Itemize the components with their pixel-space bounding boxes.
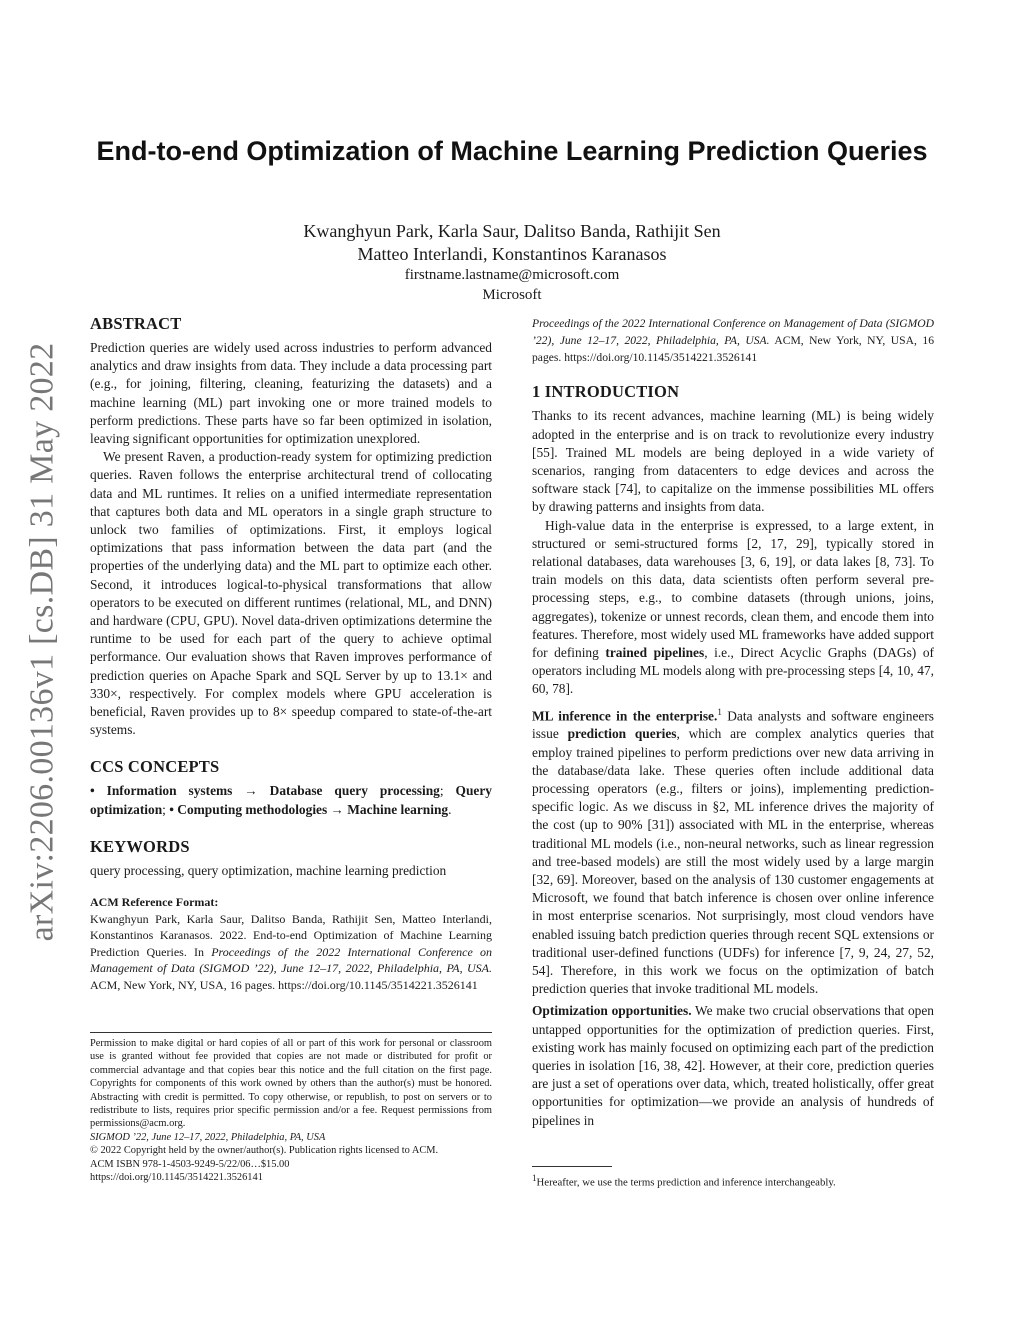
intro-p4-text: We make two crucial observations that open untapped opportunities for the optimization of prediction queries. First, existing work has mainly focused on optimizing each part of the prediction queries in isolation [16, 38, 42]. However, at their core, prediction queries are just a set of operations over data, which, treated holistically, offer great opportunities for optimization—we provide an analysis of hundreds of pipelines in <box>532 1003 934 1128</box>
ccs-concepts <box>90 782 492 818</box>
acm-reference-plain: Kwanghyun Park, Karla Saur, Dalitso Banda, Rathijit Sen, Matteo Interlandi, Konstantinos Karanasos. 2022. End-to-end Optimization of Machine Learning Prediction Queries. In <box>90 912 492 959</box>
ccs-bullet-2: • Computing methodologies <box>169 801 328 817</box>
intro-p2-b: , i.e., Direct Acyclic Graphs (DAGs) of operators including ML models along with pre-processing steps [4, 10, 47, 60, 78]. <box>532 645 934 697</box>
author-block <box>90 220 934 266</box>
intro-p3-a: Data analysts and software engineers issue <box>532 708 934 742</box>
intro-p2-bold: trained pipelines <box>605 645 705 661</box>
acm-reference-label: ACM Reference Format: <box>90 895 219 910</box>
ccs-sep-2: ; <box>162 801 170 817</box>
reference-continuation-italic: Proceedings of the 2022 International Conference on Management of Data (SIGMOD ’22), June 12–17, 2022, Philadelphia, PA, USA. <box>532 317 934 347</box>
permission-venue-text: SIGMOD ’22, June 12–17, 2022, Philadelphia, PA, USA <box>90 1131 326 1143</box>
intro-p3-b: , which are complex analytics queries that employ trained pipelines to perform predictions over new data arriving in the database/data lake. These queries often include additional data processing operators (e.g., filters or joins), implementing prediction-specific logic. As we discuss in §2, ML inference drives the majority of the cost (up to 90% [31]) associated with ML in the enterprise, whereas traditional ML models (i.e., non-neural networks, such as linear regression and tree-based models) are still the most widely used by a large margin [32, 69]. Moreover, based on the analysis of 130 customer engagements at Microsoft, we found that batch inference is chosen over online inference in most enterprise scenarios. Not surprisingly, most cloud vendors have enabled issuing batch prediction queries through recent SQL extensions or traditional user-defined functions (UDFs) for inference [7, 9, 24, 27, 52, 54]. Therefore, in this work we focus on the optimization of batch prediction queries that invoke traditional ML models. <box>532 726 934 997</box>
ccs-end: . <box>448 801 452 817</box>
acm-reference-tail: ACM, New York, NY, USA, 16 pages. https://doi.org/10.1145/3514221.3526141 <box>90 977 478 992</box>
abstract-paragraph-2: We present Raven, a production-ready system for optimizing prediction queries. Raven follows the enterprise architectural trend of collocating data and ML runtimes. It relies on a unified intermediate representation that captures both data and ML operators in a single graph structure to unlock two families of optimizations. First, it employs logical optimizations that pass information between the data part (and the properties of the underlying data) and the ML part to optimize each other. Second, it introduces logical-to-physical transformations that allow operators to be executed on different runtimes (relational, ML, and DNN) and hardware (CPU, GPU). Novel data-driven optimizations determine the runtime to be used for each part of the query to achieve optimal performance. Our evaluation shows that Raven improves performance of prediction queries on Apache Spark and SQL Server by up to 13.1× and 330×, respectively. For complex models where GPU acceleration is beneficial, Raven provides up to 8× speedup compared to state-of-the-art systems. <box>90 449 492 738</box>
left-column <box>90 314 492 993</box>
intro-p3-lead: ML inference in the enterprise. <box>532 708 718 724</box>
footnote-marker: 1 <box>717 706 722 717</box>
ccs-sep-1: ; <box>439 783 456 799</box>
authors-line-2: Matteo Interlandi, Konstantinos Karanasos <box>357 244 667 264</box>
intro-paragraph-4 <box>532 1002 934 1129</box>
ccs-item-1: Database query processing <box>269 783 440 799</box>
permission-block <box>90 1032 492 1184</box>
author-email: firstname.lastname@microsoft.com <box>404 267 620 283</box>
author-affiliation: Microsoft <box>482 287 542 303</box>
footnote-rule <box>532 1166 612 1167</box>
ccs-arrow-2: → <box>327 801 348 817</box>
keywords-heading: KEYWORDS <box>90 836 190 856</box>
footnote-area <box>532 1166 934 1190</box>
footnote-text <box>532 1171 934 1190</box>
footnote-body: Hereafter, we use the terms prediction and inference interchangeably. <box>536 1176 836 1189</box>
intro-p4-lead: Optimization opportunities. <box>532 1003 692 1019</box>
permission-doi: https://doi.org/10.1145/3514221.3526141 <box>90 1172 263 1184</box>
permission-venue <box>90 1131 492 1144</box>
acm-reference-text <box>90 911 492 993</box>
permission-text: Permission to make digital or hard copies of all or part of this work for personal or classroom use is granted without fee provided that copies are not made or distributed for profit or commercial advantage and that copies bear this notice and the full citation on the first page. Copyrights for components of this work owned by others than the author(s) must be honored. Abstracting with credit is permitted. To copy otherwise, or republish, to post on servers or to redistribute to lists, requires prior specific permission and/or a fee. Request permissions from permissions@acm.org. <box>90 1038 492 1130</box>
footnote-mark: 1 <box>532 1173 537 1183</box>
permission-isbn: ACM ISBN 978-1-4503-9249-5/22/06…$15.00 <box>90 1158 290 1170</box>
ccs-heading: CCS CONCEPTS <box>90 757 220 777</box>
ccs-item-3: Machine learning <box>347 801 449 817</box>
intro-paragraph-3 <box>532 703 934 999</box>
introduction-heading: 1 INTRODUCTION <box>532 382 680 402</box>
arxiv-stamp-container <box>14 342 70 942</box>
intro-p2-a: High-value data in the enterprise is expressed, to a large extent, in structured or semi-structured forms [2, 17, 29], typically stored in relational databases, data warehouses [3, 6, 19], or data lakes [8, 73]. To train models on this data, data scientists often perform several pre-processing steps, e.g., to combine datasets (through unions, joins, aggregates), tokenize or unnest records, clean them, and encode them into features. Therefore, most widely used ML frameworks have added support for defining <box>532 517 934 661</box>
ccs-item-2: Query optimization <box>90 783 492 817</box>
intro-p3-bold: prediction queries <box>567 726 677 742</box>
permission-rule <box>90 1032 492 1033</box>
right-column <box>532 316 934 1130</box>
keywords-text: query processing, query optimization, machine learning prediction <box>90 862 447 878</box>
abstract-heading: ABSTRACT <box>90 314 182 333</box>
acm-reference-italic: Proceedings of the 2022 International Conference on Management of Data (SIGMOD ’22), June 12–17, 2022, Philadelphia, PA, USA. <box>90 944 492 976</box>
arxiv-stamp: arXiv:2206.00136v1 [cs.DB] 31 May 2022 <box>23 342 60 942</box>
abstract-paragraph-1: Prediction queries are widely used across industries to perform advanced analytics and draw insights from data. They include a data processing part (e.g., for joining, filtering, cleaning, featurizing the datasets) and a machine learning (ML) part invoking one or more trained models to perform predictions. These parts have so far been optimized in isolation, leaving significant opportunities for optimization unexplored. <box>90 340 492 447</box>
authors-line-1: Kwanghyun Park, Karla Saur, Dalitso Banda, Rathijit Sen <box>303 221 721 241</box>
ccs-arrow-1: → <box>232 783 270 799</box>
reference-continuation <box>532 316 934 366</box>
permission-copyright: © 2022 Copyright held by the owner/author(s). Publication rights licensed to ACM. <box>90 1145 439 1157</box>
ccs-bullet-1: • Information systems <box>90 783 233 799</box>
contact-block <box>90 265 934 305</box>
paper-title: End-to-end Optimization of Machine Learning Prediction Queries <box>96 136 928 166</box>
intro-paragraph-2 <box>532 517 934 699</box>
intro-paragraph-1: Thanks to its recent advances, machine learning (ML) is being widely adopted in the enterprise and is on track to revolutionize every industry [55]. Trained ML models are being deployed in a wide variety of scenarios, ranging from datacenters to edge devices and across the software stack [74], to capitalize on the immense possibilities ML offers by drawing patterns and insights from data. <box>532 408 934 515</box>
reference-continuation-tail: ACM, New York, NY, USA, 16 pages. https://doi.org/10.1145/3514221.3526141 <box>532 333 934 364</box>
